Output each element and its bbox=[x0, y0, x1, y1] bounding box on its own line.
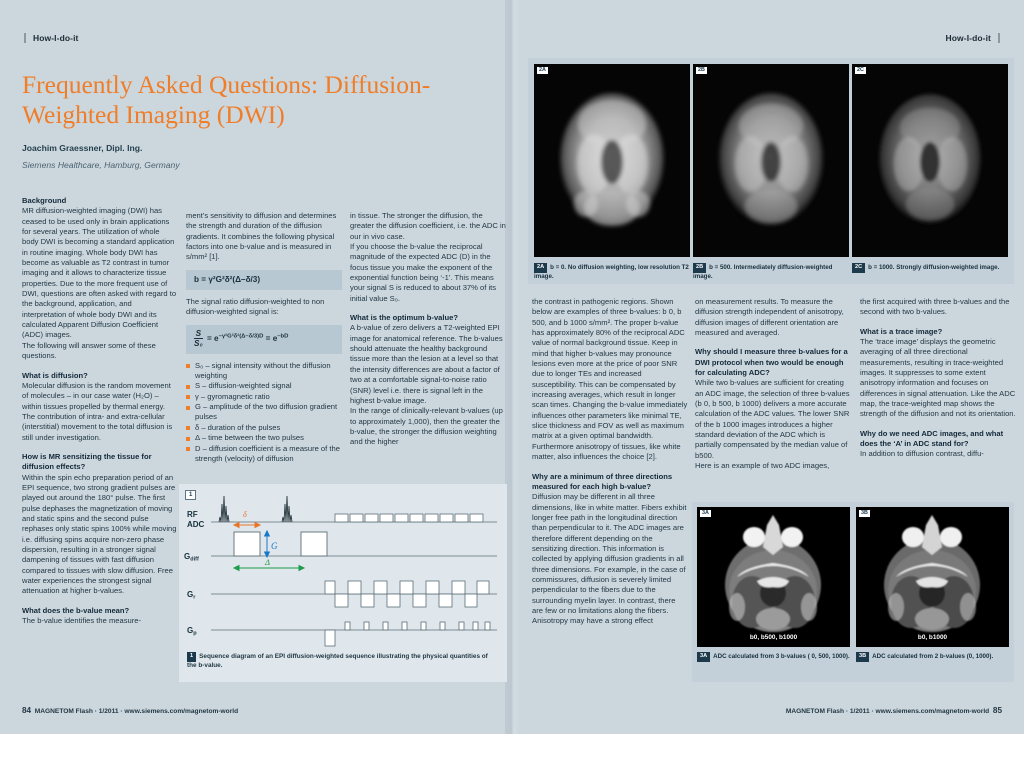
fraction-numerator: S bbox=[195, 328, 202, 338]
heading-three-b-values: Why should I measure three b-values for a DWI protocol when two would be enough for calculating ADC? bbox=[695, 347, 848, 378]
footer-left bbox=[22, 706, 238, 715]
list-item: S – diffusion-weighted signal bbox=[186, 381, 342, 391]
svg-text:RF: RF bbox=[187, 510, 198, 519]
formula-exponent-1: –γ²G²δ²(Δ–δ/3)D bbox=[218, 333, 264, 340]
adc-map-2-bvalues bbox=[856, 507, 1009, 647]
list-item: Δ – time between the two pulses bbox=[186, 433, 342, 443]
author-affiliation: Siemens Healthcare, Hamburg, Germany bbox=[22, 160, 180, 170]
figure-1-sequence-diagram bbox=[179, 484, 507, 682]
heading-trace-image: What is a trace image? bbox=[860, 326, 943, 336]
paragraph: The b-value identifies the measure- bbox=[22, 616, 142, 626]
figure-2b-caption-tag: 2B bbox=[693, 263, 706, 273]
figure-2b-image bbox=[693, 64, 849, 257]
figure-2a-caption-tag: 2A bbox=[534, 263, 547, 273]
figure-2a-image bbox=[534, 64, 690, 257]
heading-three-directions: Why are a minimum of three directions measured for each high b-value? bbox=[532, 471, 673, 491]
figure-2a-caption bbox=[534, 263, 690, 280]
figure-2a-tag: 2A bbox=[539, 67, 546, 73]
figure-3a-caption-text: ADC calculated from 3 b-values ( 0, 500, 1000). bbox=[713, 653, 850, 660]
paragraph: The signal ratio diffusion-weighted to non diffusion-weighted signal is: bbox=[186, 297, 325, 317]
symbol-legend-list bbox=[186, 361, 342, 464]
running-head-left: How-I-do-it bbox=[24, 33, 78, 43]
figure-3a-image bbox=[697, 507, 850, 647]
paragraph: In addition to diffusion contrast, diffu- bbox=[860, 449, 984, 459]
list-item: D – diffusion coefficient is a measure of the strength (velocity) of diffusion bbox=[186, 444, 342, 465]
figure-3a-caption-tag: 3A bbox=[697, 652, 710, 662]
heading-optimum-b-value: What is the optimum b-value? bbox=[350, 313, 459, 323]
figure-2c-caption bbox=[852, 263, 1008, 273]
footer-right bbox=[786, 706, 1002, 715]
svg-text:Gdiff: Gdiff bbox=[184, 552, 199, 563]
list-item: S₀ – signal intensity without the diffusion weighting bbox=[186, 361, 342, 382]
svg-text:Gr: Gr bbox=[187, 590, 196, 601]
svg-text:Gp: Gp bbox=[187, 626, 197, 637]
figure-2c-image bbox=[852, 64, 1008, 257]
left-column-1 bbox=[22, 196, 178, 626]
page-gutter bbox=[505, 0, 521, 734]
formula-exponent-2: –bD bbox=[277, 333, 289, 340]
fraction-denominator: S₀ bbox=[194, 338, 203, 348]
heading-what-is-diffusion: What is diffusion? bbox=[22, 370, 88, 380]
paragraph: The following will answer some of these questions. bbox=[22, 340, 156, 361]
brain-image-b0 bbox=[534, 64, 690, 257]
formula-equals-e: = e bbox=[206, 333, 219, 343]
paragraph: In the range of clinically-relevant b-values (up to approximately 1,000), then the greater the b-value, the stronger the diffusion weighting and the higher bbox=[350, 406, 503, 447]
paragraph: Within the spin echo preparation period of an EPI sequence, two strong gradient pulses are played out around the 180° pulse. The first pulse dephases the magnetization of moving and static spins and the second pulse rephases only static spins 100% while moving i.e. diffusing spins acquire non-zero phase dispersion, resulting in a stronger signal dampening of tissues with fast diffusion compared to tissues with slow diffusion. Free water experiences the strongest signal attenuation at higher b-values. bbox=[22, 472, 177, 596]
paragraph: A b-value of zero delivers a T2-weighted EPI image for anatomical reference. The b-values should attenuate the healthy background tissue more than the lesion at a level so that the intensity differences are about a factor of two at a comfortable signal-to-noise ratio (SNR) level i.e. there is signal left in the highest b-value image. bbox=[350, 323, 503, 405]
figure-3b-tag: 3B bbox=[861, 510, 868, 516]
list-item: δ – duration of the pulses bbox=[186, 423, 342, 433]
figure-3b-image-label: b0, b1000 bbox=[917, 634, 948, 641]
heading-background: Background bbox=[22, 196, 67, 205]
heading-mr-sensitizing: How is MR sensitizing the tissue for diffusion effects? bbox=[22, 451, 152, 472]
brain-image-b1000 bbox=[852, 64, 1008, 257]
paragraph: Molecular diffusion is the random movement of molecules – in our case water (H₂O) – within tissues propelled by thermal energy. The contribution of intra- and extra-cellular (interstitial) movement to the total diffusion is still under investigation. bbox=[22, 380, 173, 442]
figure-2b-caption-text: b = 500. Intermediately diffusion-weighted image. bbox=[693, 264, 833, 280]
figure-2c-caption-tag: 2C bbox=[852, 263, 865, 273]
figure-2c-caption-text: b = 1000. Strongly diffusion-weighted image. bbox=[868, 264, 1000, 271]
svg-text:ADC: ADC bbox=[187, 520, 205, 529]
page-number-right: 85 bbox=[992, 706, 1002, 715]
figure-3-adc-maps bbox=[692, 502, 1014, 682]
sequence-diagram-svg bbox=[179, 484, 507, 649]
figure-3b-caption-text: ADC calculated from 2 b-values (0, 1000). bbox=[872, 653, 994, 660]
figure-2a-caption-text: b = 0. No diffusion weighting, low resolution T2 image. bbox=[534, 264, 689, 280]
figure-3a-image-label: b0, b500, b1000 bbox=[749, 634, 798, 641]
left-column-2 bbox=[186, 211, 342, 464]
figure-2c-tag: 2C bbox=[857, 67, 864, 73]
right-column-2 bbox=[695, 297, 853, 472]
paragraph: While two b-values are sufficient for creating an ADC image, the selection of three b-values (b 0, b 500, b 1000) delivers a more accurate calculation of the ADC values. The lower SNR of the b 1000 images introduces a higher standard deviation of the ADC which is partially compensated by the median value of b500. bbox=[695, 378, 850, 460]
page-bottom-margin bbox=[0, 734, 1024, 768]
paragraph: If you choose the b-value the reciprocal magnitude of the expected ADC (D) in the focus tissue you make the exponent of the exponential function being ‘-1’. This means your signal S is reduced to about 37% of its initial value S₀. bbox=[350, 242, 497, 303]
list-item: G – amplitude of the two diffusion gradient pulses bbox=[186, 402, 342, 423]
formula-equals-e-2: = e bbox=[265, 333, 278, 343]
figure-3a-caption bbox=[697, 652, 852, 662]
figure-3b-caption bbox=[856, 652, 1011, 662]
formula-b-value: b = γ²G²δ²(Δ–δ/3) bbox=[186, 270, 342, 290]
author-name: Joachim Graessner, Dipl. Ing. bbox=[22, 143, 143, 153]
svg-text:Δ: Δ bbox=[265, 557, 270, 567]
figure-3a-tag: 3A bbox=[702, 510, 709, 516]
svg-text:δ: δ bbox=[243, 510, 247, 519]
page-title: Frequently Asked Questions: Diffusion-Weighted Imaging (DWI) bbox=[22, 70, 431, 129]
brain-image-b500 bbox=[693, 64, 849, 257]
paragraph: ment's sensitivity to diffusion and determines the strength and duration of the diffusion gradients. It combines the following physical factors into one b-value and is measured in s/mm² [1]. bbox=[186, 211, 337, 262]
figure-1-caption bbox=[187, 652, 499, 670]
heading-b-value-mean: What does the b-value mean? bbox=[22, 605, 130, 615]
figure-3b-caption-tag: 3B bbox=[856, 652, 869, 662]
running-head-right: How-I-do-it bbox=[946, 33, 1000, 43]
footer-left-text: MAGNETOM Flash · 1/2011 · www.siemens.com/magnetom-world bbox=[34, 708, 239, 715]
heading-adc-images: Why do we need ADC images, and what does the ‘A’ in ADC stand for? bbox=[860, 428, 1004, 449]
figure-3b-image bbox=[856, 507, 1009, 647]
paragraph: the contrast in pathogenic regions. Shown below are examples of three b-values: b 0, b 500, and b 1000 s/mm². The proper b-value has approximately 80% of the reciprocal ADC value of normal background tissue. Keep in mind that higher b-values may pronounce lesions even more at the price of poor SNR due to longer TEs and increased susceptibility. This can be compensated by increasing averages, which result in longer scan times. Changing the b-value immediately influences other parameters like minimal TE, slice thickness and FOV as well as maximum matrix at a given optimal bandwidth. Furthermore anisotropy of tissues, like white matter, also influences the choice [2]. bbox=[532, 297, 688, 462]
paragraph: The ‘trace image’ displays the geometric averaging of all three directional measurements, resulting in trace-weighted images. It suppresses to some extent anisotropy information and focuses on differences in signal attenuation. Like the ADC map, the trace-weighted map shows the strength of the diffusion and not its orientation. bbox=[860, 337, 1016, 419]
figure-1-tag: 1 bbox=[185, 490, 196, 500]
paragraph: MR diffusion-weighted imaging (DWI) has ceased to be used only in brain applications for several years. The utilization of whole body DWI is becoming a standard application in routine imaging. Whole body DWI has become as valuable as T2 contrast in tumor imaging and it allows to characterize tissue properties. Due to the more frequent use of DWI, questions are often asked with regard to the background, application, and interpretation of whole body DWI and its calculated Apparent Diffusion Coefficient (ADC) images. bbox=[22, 206, 177, 340]
paragraph: the first acquired with three b-values and the second with two b-values. bbox=[860, 297, 1010, 317]
page-number-left: 84 bbox=[22, 706, 32, 715]
figure-2b-tag: 2B bbox=[698, 67, 705, 73]
svg-text:G: G bbox=[271, 541, 278, 551]
figure-2-dwi-series bbox=[528, 58, 1014, 284]
figure-2b-caption bbox=[693, 263, 849, 280]
paragraph: Diffusion may be different in all three dimensions, like in white matter. Fibers exhibit longer free path in the longitudinal direction than perpendicular to it. The ADC images are therefore different depending on the sensitizing direction. This information is collected by applying diffusion gradients in all three dimensions. For example, in the case of commissures, diffusion is severely limited perpendicular to the fibers due to the surrounding myelin layer. In contrast, there are few or no limitations along the fibers. Anisotropy may have a strong effect bbox=[532, 492, 687, 626]
paragraph: Here is an example of two ADC images, bbox=[695, 461, 830, 471]
right-column-1 bbox=[532, 297, 688, 627]
formula-signal-ratio bbox=[186, 325, 342, 354]
paragraph: in tissue. The stronger the diffusion, the greater the diffusion coefficient, i.e. the ADC in our in vivo case. bbox=[350, 211, 506, 241]
list-item: γ – gyromagnetic ratio bbox=[186, 392, 342, 402]
right-column-3 bbox=[860, 297, 1016, 460]
footer-right-text: MAGNETOM Flash · 1/2011 · www.siemens.com/magnetom-world bbox=[785, 708, 990, 715]
fraction bbox=[194, 329, 203, 349]
adc-map-3-bvalues bbox=[697, 507, 850, 647]
figure-1-caption-tag: 1 bbox=[187, 652, 196, 662]
left-column-3 bbox=[350, 211, 506, 448]
paragraph: on measurement results. To measure the diffusion strength independent of anisotropy, diffusion images of different orientation are measured and averaged. bbox=[695, 297, 844, 338]
figure-1-caption-text: Sequence diagram of an EPI diffusion-weighted sequence illustrating the physical quantities of the b-value. bbox=[187, 653, 488, 669]
